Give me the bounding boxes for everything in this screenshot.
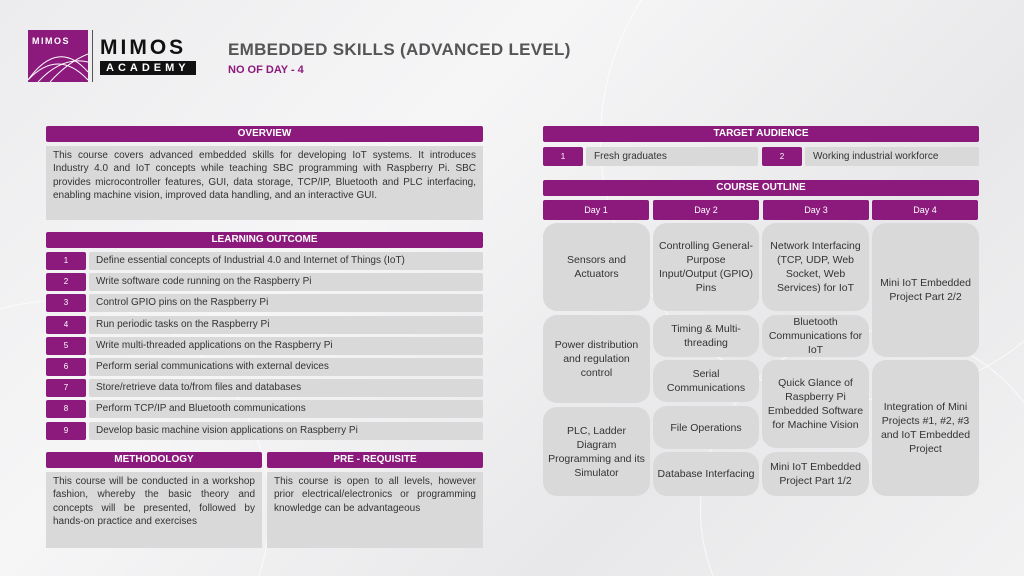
audience-number: 2 [762,147,802,166]
item-text: Perform TCP/IP and Bluetooth communications [89,400,483,418]
audience-text: Working industrial workforce [805,147,979,166]
overview-heading: OVERVIEW [46,126,483,142]
day-2-topic: File Operations [653,406,759,449]
item-number: 1 [46,252,86,270]
mimos-logo: MIMOS [28,30,88,82]
item-number: 6 [46,358,86,376]
list-item [46,252,483,270]
course-outline-heading: COURSE OUTLINE [543,180,979,196]
prerequisite-heading: PRE - REQUISITE [267,452,483,468]
audience-text: Fresh graduates [586,147,758,166]
page-title: EMBEDDED SKILLS (ADVANCED LEVEL) [228,40,571,59]
day-1-topic: PLC, Ladder Diagram Programming and its Simulator [543,407,650,496]
item-text: Store/retrieve data to/from files and databases [89,379,483,397]
day-1-topic: Sensors and Actuators [543,223,650,311]
day-2-topic: Timing & Multi-threading [653,315,759,357]
list-item [46,422,483,440]
item-number: 8 [46,400,86,418]
learning-outcome-heading: LEARNING OUTCOME [46,232,483,248]
day-3-topic: Network Interfacing (TCP, UDP, Web Socket, Web Services) for IoT [762,223,869,311]
methodology-text: This course will be conducted in a workshop fashion, whereby the basic theory and concepts will be presented, followed by hands-on practice and exercises [46,472,262,548]
day-3-header: Day 3 [763,200,869,220]
day-3-topic: Mini IoT Embedded Project Part 1/2 [762,452,869,496]
page-subtitle: NO OF DAY - 4 [228,64,304,76]
list-item [46,337,483,355]
day-2-topic: Database Interfacing [653,452,759,496]
day-2-header: Day 2 [653,200,759,220]
day-1-topic: Power distribution and regulation control [543,315,650,403]
item-text: Perform serial communications with external devices [89,358,483,376]
brand-sub: ACADEMY [100,61,196,75]
list-item [46,400,483,418]
prerequisite-text: This course is open to all levels, however prior electrical/electronics or programming knowledge can be advantageous [267,472,483,548]
audience-number: 1 [543,147,583,166]
day-4-header: Day 4 [872,200,978,220]
list-item [46,379,483,397]
item-number: 4 [46,316,86,334]
day-4-topic: Integration of Mini Projects #1, #2, #3 and IoT Embedded Project [872,360,979,496]
item-number: 9 [46,422,86,440]
methodology-heading: METHODOLOGY [46,452,262,468]
list-item [46,316,483,334]
brand-name: MIMOS [100,36,187,59]
day-1-header: Day 1 [543,200,649,220]
item-text: Write multi-threaded applications on the Raspberry Pi [89,337,483,355]
logo-divider [92,30,93,82]
list-item [46,294,483,312]
item-number: 3 [46,294,86,312]
list-item [46,273,483,291]
item-number: 7 [46,379,86,397]
item-number: 5 [46,337,86,355]
list-item [46,358,483,376]
brand-wordmark [100,38,196,76]
item-number: 2 [46,273,86,291]
overview-text: This course covers advanced embedded skills for developing IoT systems. It introduces Industry 4.0 and IoT concepts while teaching SBC programming with Raspberry Pi. SBC provides microcontroller features, GUI, data storage, TCP/IP, Bluetooth and PLC interfacing, enabling machine vision, improved data handling, and an interactive GUI. [46,146,483,220]
item-text: Develop basic machine vision applications on Raspberry Pi [89,422,483,440]
logo-arcs-icon [28,42,88,82]
day-3-topic: Quick Glance of Raspberry Pi Embedded Software for Machine Vision [762,360,869,448]
day-2-topic: Controlling General-Purpose Input/Output (GPIO) Pins [653,223,759,311]
day-2-topic: Serial Communications [653,360,759,402]
target-audience-heading: TARGET AUDIENCE [543,126,979,142]
item-text: Define essential concepts of Industrial 4.0 and Internet of Things (IoT) [89,252,483,270]
item-text: Control GPIO pins on the Raspberry Pi [89,294,483,312]
item-text: Write software code running on the Raspberry Pi [89,273,483,291]
day-4-topic: Mini IoT Embedded Project Part 2/2 [872,223,979,357]
day-3-topic: Bluetooth Communications for IoT [762,315,869,357]
item-text: Run periodic tasks on the Raspberry Pi [89,316,483,334]
